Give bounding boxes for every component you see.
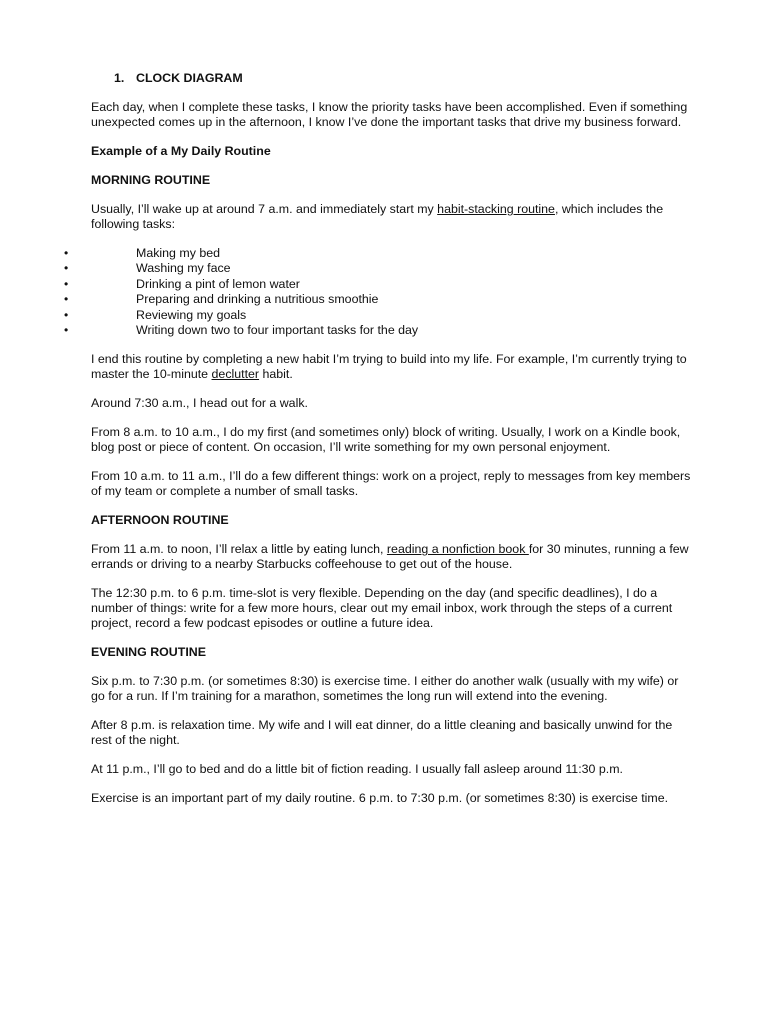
morning-paragraph-3: Around 7:30 a.m., I head out for a walk.: [91, 396, 308, 411]
intro-paragraph: Each day, when I complete these tasks, I know the priority tasks have been accomplished. Even if something unexpected comes up in the afternoon, I know I’ve done the important tasks that drive my business forward.: [91, 100, 688, 129]
morning-paragraph-5: From 10 a.m. to 11 a.m., I’ll do a few different things: work on a project, reply to messages from key members of my team or complete a number of small tasks.: [91, 469, 691, 499]
list-item: [64, 246, 691, 261]
morning-p1-text-after: , which includes the following tasks:: [91, 202, 664, 231]
list-item: [64, 323, 691, 338]
morning-paragraph-4: From 8 a.m. to 10 a.m., I do my first (and sometimes only) block of writing. Usually, I work on a Kindle book, blog post or piece of content. On occasion, I’ll write something for my own personal enjoyment.: [91, 425, 681, 455]
list-item: [64, 277, 691, 292]
morning-p1-text-before: Usually, I’ll wake up at around 7 a.m. and immediately start my: [91, 202, 438, 216]
morning-paragraph-1: [91, 202, 691, 232]
section-title: CLOCK DIAGRAM: [136, 71, 243, 85]
declutter-link[interactable]: declutter: [211, 367, 260, 382]
bullet-icon: •: [64, 276, 69, 291]
morning-paragraph-2: [91, 352, 691, 382]
task-text: Reviewing my goals: [136, 307, 247, 322]
list-item: [64, 292, 691, 307]
afternoon-heading: AFTERNOON ROUTINE: [91, 513, 229, 528]
afternoon-paragraph-2: The 12:30 p.m. to 6 p.m. time-slot is very flexible. Depending on the day (and specific deadlines), I do a number of things: write for a few more hours, clear out my email inbox, work through the steps of a current project, record a few podcast episodes or outline a future idea.: [91, 586, 673, 631]
morning-task-list: [64, 246, 691, 338]
nonfiction-book-link[interactable]: reading a nonfiction book: [386, 542, 529, 557]
afternoon-p1-text-before: From 11 a.m. to noon, I’ll relax a little by eating lunch,: [91, 542, 387, 557]
evening-paragraph-4: Exercise is an important part of my daily routine. 6 p.m. to 7:30 p.m. (or sometimes 8:30) is exercise time.: [91, 791, 669, 806]
habit-stacking-link[interactable]: habit-stacking routine: [437, 202, 555, 216]
task-text: Preparing and drinking a nutritious smoothie: [136, 292, 379, 307]
bullet-icon: •: [64, 307, 69, 322]
example-title: Example of a My Daily Routine: [91, 144, 271, 158]
bullet-icon: •: [64, 261, 69, 276]
evening-paragraph-1: Six p.m. to 7:30 p.m. (or sometimes 8:30) is exercise time. I either do another walk (usually with my wife) or go for a run. If I’m training for a marathon, sometimes the long run will extend into the evening.: [91, 674, 679, 704]
list-item: [64, 308, 691, 323]
document-body: [64, 71, 691, 820]
morning-p2-text-after: habit.: [259, 367, 293, 382]
morning-heading: MORNING ROUTINE: [91, 173, 211, 187]
afternoon-paragraph-1: [91, 542, 691, 572]
list-item: [64, 261, 691, 276]
section-number: 1.: [114, 71, 125, 85]
bullet-icon: •: [64, 322, 69, 337]
evening-paragraph-2: After 8 p.m. is relaxation time. My wife and I will eat dinner, do a little cleaning and basically unwind for the rest of the night.: [91, 718, 673, 748]
task-text: Writing down two to four important tasks for the day: [136, 322, 419, 337]
morning-p2-text-before: I end this routine by completing a new habit I’m trying to build into my life. For example, I’m currently trying to master the 10-minute: [91, 352, 687, 382]
bullet-icon: •: [64, 246, 69, 260]
evening-heading: EVENING ROUTINE: [91, 645, 206, 660]
afternoon-p1-text-after: for 30 minutes, running a few errands or driving to a nearby Starbucks coffeehouse to get out of the house.: [91, 542, 689, 572]
task-text: Making my bed: [136, 246, 221, 260]
bullet-icon: •: [64, 292, 69, 307]
evening-paragraph-3: At 11 p.m., I’ll go to bed and do a little bit of fiction reading. I usually fall asleep around 11:30 p.m.: [91, 762, 623, 777]
task-text: Drinking a pint of lemon water: [136, 276, 300, 291]
task-text: Washing my face: [136, 261, 231, 276]
section-heading: [91, 71, 691, 86]
